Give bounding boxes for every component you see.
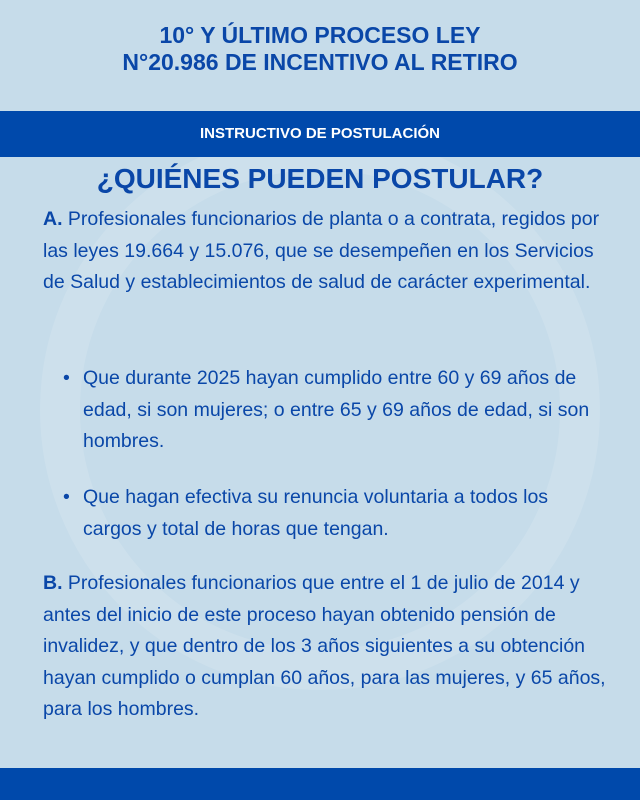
bullet-text: Que hagan efectiva su renuncia voluntaria a todos los cargos y total de horas que tengan. <box>83 486 549 540</box>
section-a <box>43 204 608 299</box>
page-title <box>0 22 640 76</box>
section-a-marker: A. <box>43 208 63 230</box>
list-item <box>63 482 603 545</box>
section-b-marker: B. <box>43 572 63 594</box>
title-line-2: N°20.986 DE INCENTIVO AL RETIRO <box>122 49 518 75</box>
bullet-icon: • <box>63 367 70 389</box>
bullet-text: Que durante 2025 hayan cumplido entre 60 y 69 años de edad, si son mujeres; o entre 65 y 69 años de edad, si son hombres. <box>83 367 590 452</box>
section-a-text: Profesionales funcionarios de planta o a contrata, regidos por las leyes 19.664 y 15.076, que se desempeñen en los Servicios de Salud y establecimientos de salud de carácter experimental. <box>43 208 600 293</box>
section-heading: ¿QUIÉNES PUEDEN POSTULAR? <box>96 163 544 194</box>
bullet-icon: • <box>63 486 70 508</box>
title-line-1: 10° Y ÚLTIMO PROCESO LEY <box>159 22 481 48</box>
section-b-text: Profesionales funcionarios que entre el 1 de julio de 2014 y antes del inicio de este proceso hayan obtenido pensión de invalidez, y que dentro de los 3 años siguientes a su obtención hayan cumplido o cumplan 60 años, para las mujeres, y 65 años, para los hombres. <box>43 572 606 720</box>
footer-band <box>0 768 640 800</box>
list-item <box>63 363 603 458</box>
section-b <box>43 568 608 726</box>
subtitle-band: INSTRUCTIVO DE POSTULACIÓN <box>0 111 640 157</box>
